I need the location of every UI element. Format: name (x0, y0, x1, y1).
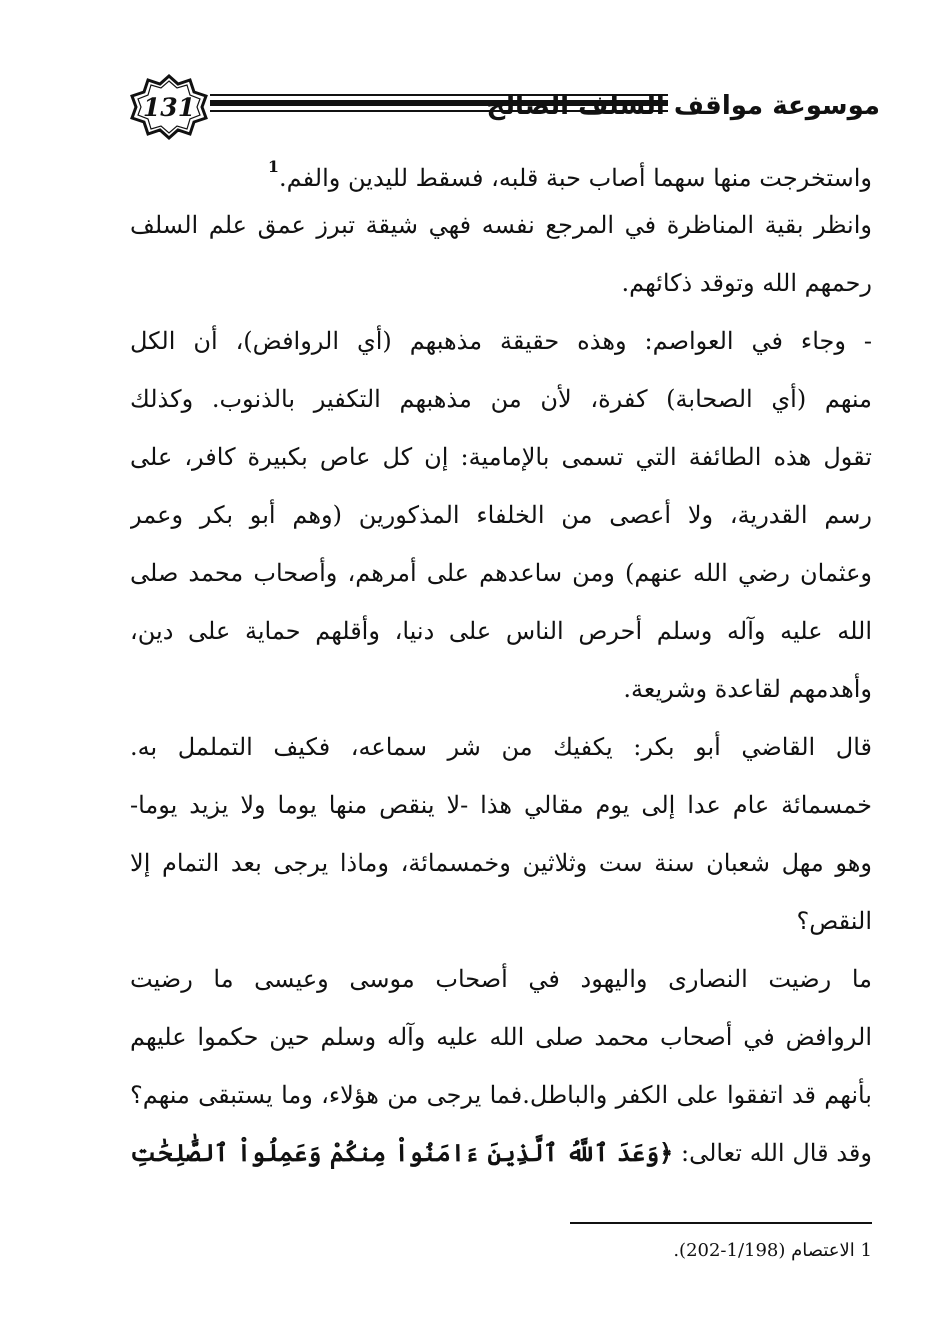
text-line-9: الله عليه وآله وسلم أحرص الناس على دنيا، وأقلهم حماية على دين، (130, 617, 872, 645)
text-line-13: وهو مهل شعبان سنة ست وثلاثين وخمسمائة، وماذا يرجى بعد التمام إلا (130, 849, 872, 877)
text-line-8: وعثمان رضي الله عنهم) ومن ساعدهم على أمرهم، وأصحاب محمد صلى (130, 559, 872, 587)
page-header (128, 72, 880, 142)
text-line-11: قال القاضي أبو بكر: يكفيك من شر سماعه، فكيف التململ به. (130, 733, 872, 761)
text-line-6: تقول هذه الطائفة التي تسمى بالإمامية: إن كل عاص بكبيرة كافر، على (130, 443, 872, 471)
quran-verse: ﴿وَعَدَ ٱللَّهُ ٱلَّذِينَ ءَامَنُواْ مِنكُمْ وَعَمِلُواْ ٱلصَّٰلِحَٰتِ (130, 1138, 674, 1167)
text-line-4: - وجاء في العواصم: وهذه حقيقة مذهبهم (أي الروافض)، أن الكل (130, 327, 872, 355)
text-line-17: بأنهم قد اتفقوا على الكفر والباطل.فما يرجى من هؤلاء، وما يستبقى منهم؟ (130, 1081, 872, 1109)
footnote-ref[interactable]: 1 (267, 157, 280, 176)
footnote-separator (570, 1222, 872, 1224)
page-number: 131 (142, 92, 196, 122)
text-line-16: الروافض في أصحاب محمد صلى الله عليه وآله وسلم حين حكموا عليهم (130, 1023, 872, 1051)
text-line-10: وأهدمهم لقاعدة وشريعة. (623, 675, 872, 703)
body-text (130, 138, 872, 1182)
text-line-2: وانظر بقية المناظرة في المرجع نفسه فهي شيقة تبرز عمق علم السلف (130, 211, 872, 239)
text-line-15: ما رضيت النصارى واليهود في أصحاب موسى وعيسى ما رضيت (130, 965, 872, 993)
text-line-1-content: واستخرجت منها سهما أصاب حبة قلبه، فسقط لليدين والفم. (279, 164, 872, 192)
text-line-12: خمسمائة عام عدا إلى يوم مقالي هذا -لا ينقص منها يوما ولا يزيد يوما- (130, 791, 872, 819)
text-line-5: منهم (أي الصحابة) كفرة، لأن من مذهبهم التكفير بالذنوب. وكذلك (130, 385, 872, 413)
page-number-badge (128, 74, 210, 140)
footnote-number: 1 (860, 1240, 872, 1261)
text-line-18 (130, 1124, 872, 1182)
text-line-7: رسم القدرية، ولا أعصى من الخلفاء المذكورين (وهم أبو بكر وعمر (130, 501, 872, 529)
text-line-14: النقص؟ (796, 907, 872, 935)
text-line-1 (130, 138, 872, 196)
footnote-text: الاعتصام (1/198-202). (673, 1240, 855, 1261)
text-line-18-content: وقد قال الله تعالى: (673, 1139, 872, 1167)
footnote (520, 1236, 872, 1266)
series-title: موسوعة مواقف السلف الصالح (486, 91, 880, 121)
text-line-3: رحمهم الله وتوقد ذكائهم. (621, 269, 872, 297)
